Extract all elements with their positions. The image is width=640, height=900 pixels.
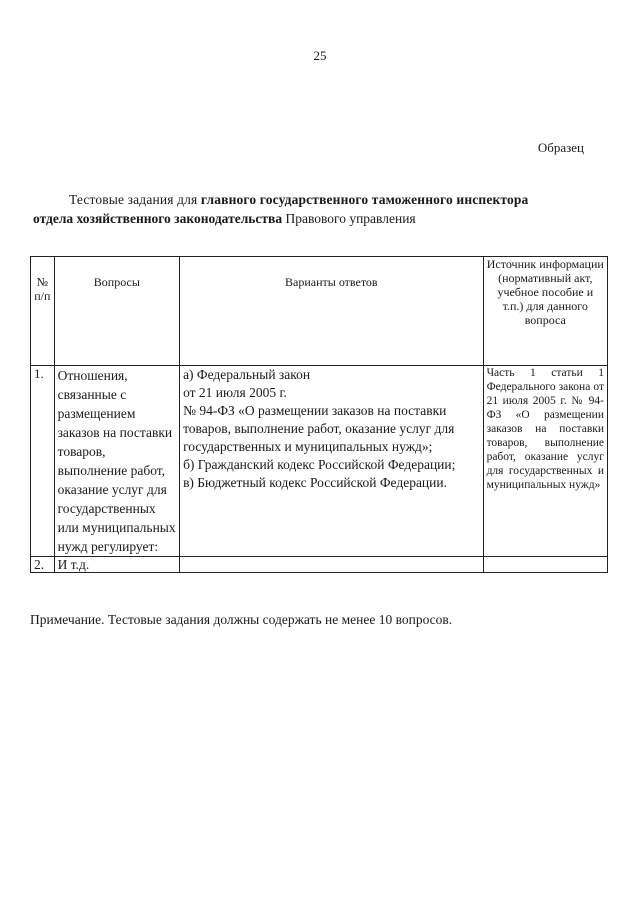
question-text: И т.д. bbox=[54, 557, 179, 573]
answer-option: в) Бюджетный кодекс Российской Федерации. bbox=[183, 475, 447, 490]
row-number: 2. bbox=[31, 557, 55, 573]
header-source: Источник информации (нормативный акт, учебное пособие и т.п.) для данного вопроса bbox=[483, 257, 607, 366]
source-reference bbox=[483, 557, 607, 573]
header-questions: Вопросы bbox=[54, 257, 179, 366]
row-number: 1. bbox=[31, 366, 55, 557]
answer-option: от 21 июля 2005 г. bbox=[183, 385, 287, 400]
sample-label: Образец bbox=[537, 140, 584, 155]
answer-option: № 94-ФЗ «О размещении заказов на поставки товаров, выполнение работ, оказание услуг для государственных и муниципальных нужд»; bbox=[183, 403, 455, 454]
answer-options bbox=[180, 557, 484, 573]
table-row bbox=[31, 557, 608, 573]
test-tasks-table bbox=[30, 256, 608, 573]
answer-options bbox=[180, 366, 484, 557]
title-bold-position: главного государственного таможенного инспектора bbox=[200, 192, 529, 207]
answer-option: а) Федеральный закон bbox=[183, 367, 311, 382]
note: Примечание. Тестовые задания должны содержать не менее 10 вопросов. bbox=[30, 612, 453, 627]
question-text: Отношения, связанные с размещением заказов на поставки товаров, выполнение работ, оказание услуг для государственных или муниципальных нужд регулирует: bbox=[54, 366, 179, 557]
page-number: 25 bbox=[313, 48, 327, 63]
title-suffix: Правового управления bbox=[282, 211, 416, 226]
title-line-1 bbox=[33, 190, 585, 209]
table-row bbox=[31, 366, 608, 557]
header-answers: Варианты ответов bbox=[180, 257, 484, 366]
document-title bbox=[33, 190, 585, 228]
source-reference: Часть 1 статьи 1 Федерального закона от 21 июля 2005 г. № 94-ФЗ «О размещении заказов на поставки товаров, выполнение работ, оказание услуг для государственных и муниципальных нужд» bbox=[483, 366, 607, 557]
title-line-2 bbox=[33, 209, 585, 228]
answer-option: б) Гражданский кодекс Российской Федерации; bbox=[183, 457, 456, 472]
table-header-row bbox=[31, 257, 608, 366]
header-number: № п/п bbox=[31, 257, 55, 366]
title-prefix: Тестовые задания для bbox=[69, 192, 201, 207]
title-bold-department: отдела хозяйственного законодательства bbox=[33, 211, 283, 226]
